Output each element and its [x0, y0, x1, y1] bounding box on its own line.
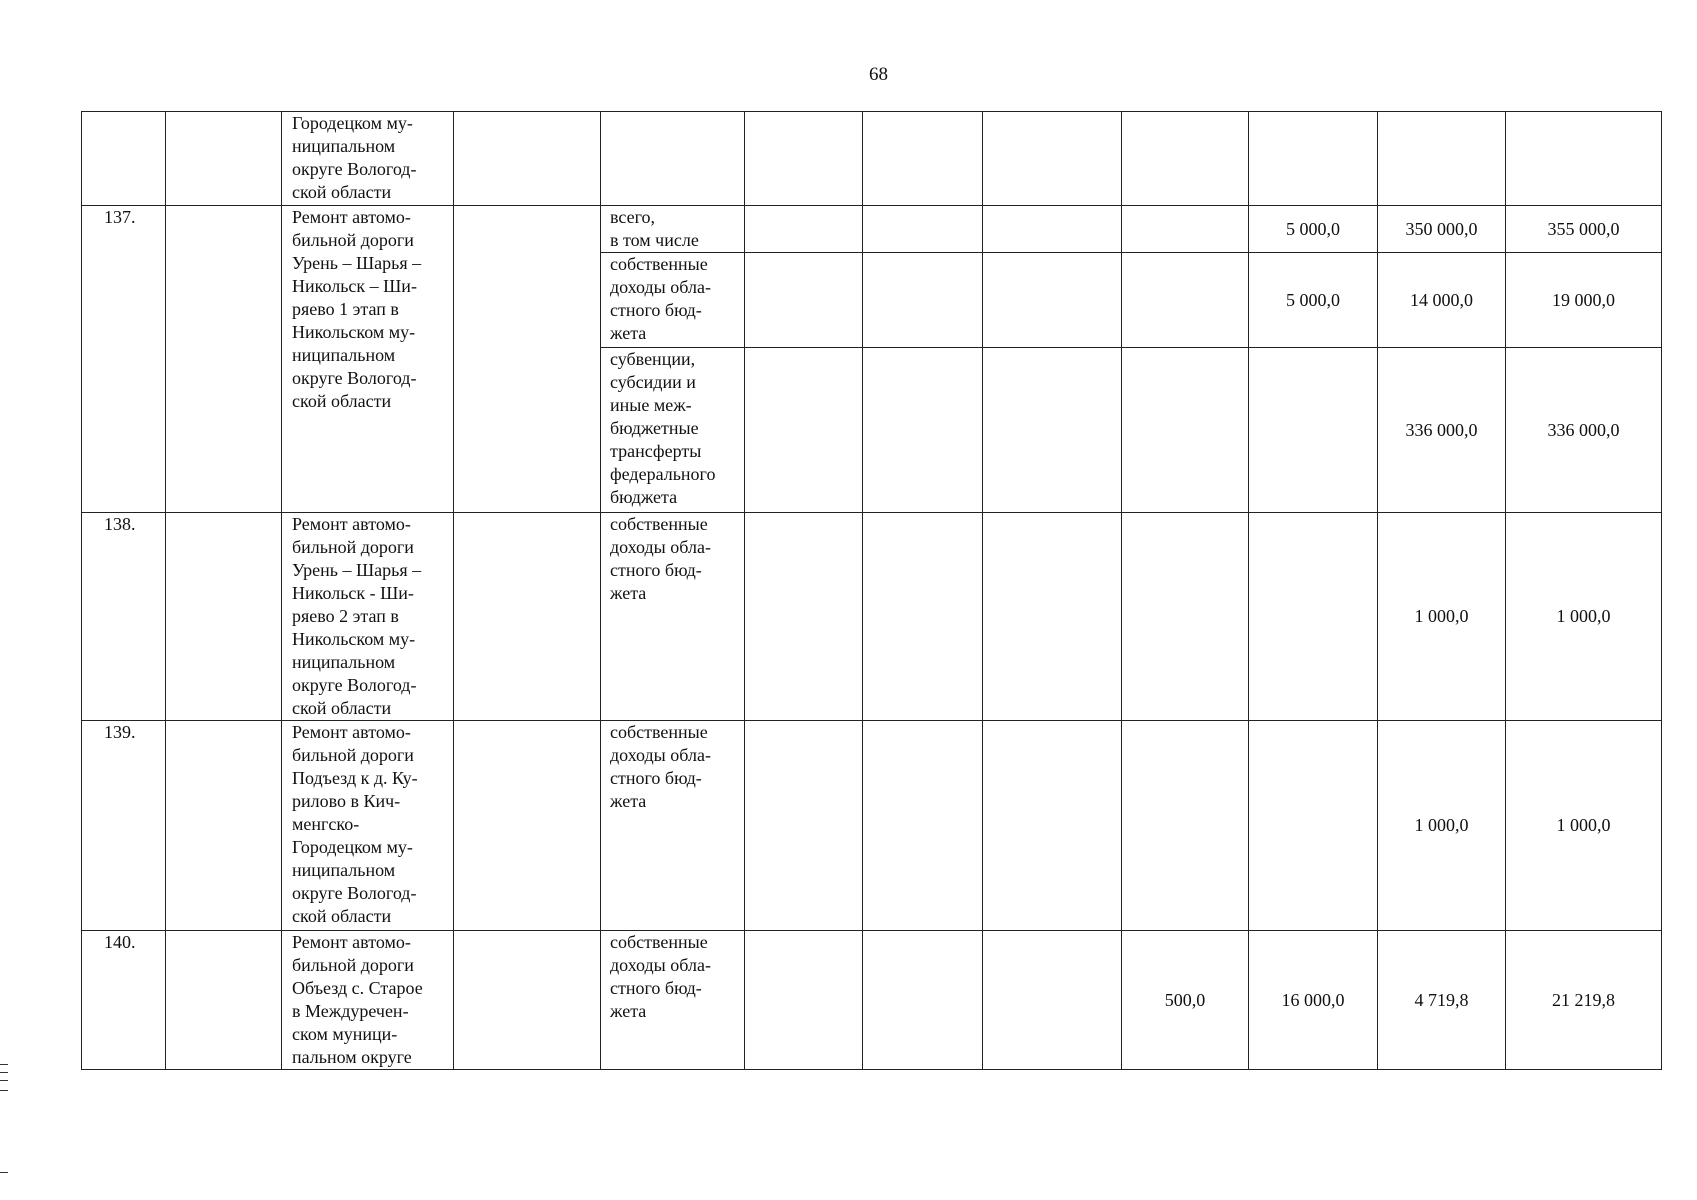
empty-cell	[745, 721, 863, 931]
empty-cell	[863, 206, 983, 253]
funding-source-cell: всего, в том числе	[601, 206, 745, 253]
scan-mark	[0, 1072, 8, 1073]
empty-cell	[166, 206, 282, 513]
empty-cell	[454, 931, 601, 1070]
empty-cell	[983, 721, 1122, 931]
empty-cell	[166, 721, 282, 931]
object-name-cell: Городецком му- ниципальном округе Вологод- ской области	[282, 112, 454, 206]
page-number: 68	[869, 64, 888, 85]
total-cell: 336 000,0	[1506, 348, 1662, 513]
table-row	[82, 931, 1662, 1070]
empty-cell	[454, 112, 601, 206]
table-row	[82, 112, 1662, 206]
empty-cell	[745, 206, 863, 253]
amount-cell: 4 719,8	[1378, 931, 1506, 1070]
scan-mark	[0, 1080, 8, 1081]
empty-cell	[454, 721, 601, 931]
row-number-cell: 140.	[82, 931, 166, 1070]
total-cell: 19 000,0	[1506, 253, 1662, 348]
scan-mark	[0, 1090, 8, 1091]
empty-cell	[745, 931, 863, 1070]
scan-mark	[0, 1172, 8, 1173]
empty-cell	[745, 513, 863, 721]
empty-cell	[454, 513, 601, 721]
amount-cell	[1122, 721, 1249, 931]
empty-cell	[745, 348, 863, 513]
object-name-cell: Ремонт автомо- бильной дороги Урень – Шарья – Никольск – Ши- ряево 1 этап в Никольском му- ниципальном округе Вологод- ской области	[282, 206, 454, 513]
amount-cell	[1122, 206, 1249, 253]
amount-cell: 5 000,0	[1249, 206, 1378, 253]
row-number-cell: 137.	[82, 206, 166, 513]
empty-cell	[983, 112, 1122, 206]
amount-cell: 5 000,0	[1249, 253, 1378, 348]
empty-cell	[863, 931, 983, 1070]
empty-cell	[983, 348, 1122, 513]
program-table	[81, 111, 1662, 1070]
total-cell: 1 000,0	[1506, 513, 1662, 721]
amount-cell	[1122, 253, 1249, 348]
empty-cell	[983, 253, 1122, 348]
table-row	[82, 513, 1662, 721]
amount-cell	[1249, 112, 1378, 206]
amount-cell: 1 000,0	[1378, 721, 1506, 931]
funding-source-cell: собственные доходы обла- стного бюд- жета	[601, 721, 745, 931]
object-name-cell: Ремонт автомо- бильной дороги Урень – Шарья – Никольск - Ши- ряево 2 этап в Никольском му- ниципальном округе Вологод- ской области	[282, 513, 454, 721]
empty-cell	[166, 513, 282, 721]
amount-cell: 16 000,0	[1249, 931, 1378, 1070]
row-number-cell: 139.	[82, 721, 166, 931]
empty-cell	[745, 112, 863, 206]
amount-cell: 336 000,0	[1378, 348, 1506, 513]
empty-cell	[454, 206, 601, 513]
object-name-cell: Ремонт автомо- бильной дороги Объезд с. Старое в Междуречен- ском муници- пальном округе	[282, 931, 454, 1070]
total-cell: 355 000,0	[1506, 206, 1662, 253]
empty-cell	[983, 513, 1122, 721]
row-number-cell: 138.	[82, 513, 166, 721]
amount-cell: 14 000,0	[1378, 253, 1506, 348]
amount-cell	[1122, 513, 1249, 721]
amount-cell	[1122, 348, 1249, 513]
total-cell: 1 000,0	[1506, 721, 1662, 931]
table-row	[82, 721, 1662, 931]
amount-cell	[1378, 112, 1506, 206]
amount-cell: 350 000,0	[1378, 206, 1506, 253]
empty-cell	[983, 206, 1122, 253]
row-number-cell	[82, 112, 166, 206]
amount-cell	[1249, 721, 1378, 931]
empty-cell	[166, 931, 282, 1070]
empty-cell	[983, 931, 1122, 1070]
empty-cell	[166, 112, 282, 206]
empty-cell	[863, 348, 983, 513]
amount-cell	[1249, 348, 1378, 513]
empty-cell	[745, 253, 863, 348]
funding-source-cell	[601, 112, 745, 206]
funding-source-cell: собственные доходы обла- стного бюд- жета	[601, 253, 745, 348]
table-row	[82, 206, 1662, 253]
amount-cell	[1122, 112, 1249, 206]
scan-mark	[0, 1064, 8, 1065]
empty-cell	[863, 721, 983, 931]
funding-source-cell: собственные доходы обла- стного бюд- жета	[601, 513, 745, 721]
empty-cell	[863, 513, 983, 721]
amount-cell: 1 000,0	[1378, 513, 1506, 721]
total-cell	[1506, 112, 1662, 206]
object-name-cell: Ремонт автомо- бильной дороги Подъезд к д. Ку- рилово в Кич- менгско- Городецком му- ниципальном округе Вологод- ской области	[282, 721, 454, 931]
total-cell: 21 219,8	[1506, 931, 1662, 1070]
funding-source-cell: собственные доходы обла- стного бюд- жета	[601, 931, 745, 1070]
empty-cell	[863, 112, 983, 206]
empty-cell	[863, 253, 983, 348]
amount-cell	[1249, 513, 1378, 721]
amount-cell: 500,0	[1122, 931, 1249, 1070]
funding-source-cell: субвенции, субсидии и иные меж- бюджетные трансферты федерального бюджета	[601, 348, 745, 513]
